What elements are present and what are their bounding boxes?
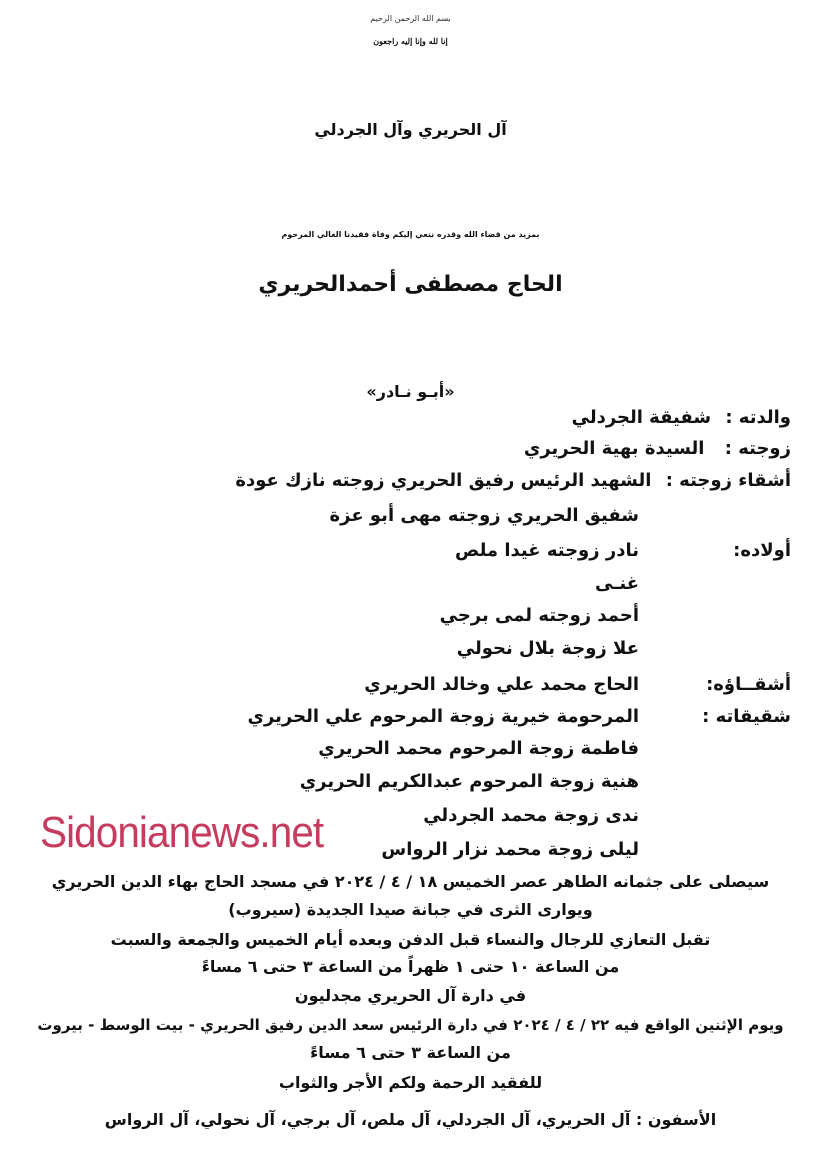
wife-brothers-continuation: شفيق الحريري زوجته مهى أبو عزة — [329, 505, 639, 526]
sister-item: هنية زوجة المرحوم عبدالكريم الحريري — [299, 771, 639, 792]
watermark-text: Sidonianews.net — [40, 808, 324, 857]
monday-hours: من الساعة ٣ حتى ٦ مساءً — [310, 1043, 511, 1062]
mother-row — [572, 407, 791, 428]
wife-brothers-row — [235, 470, 791, 491]
monday-condolences-text: ويوم الإثنين الواقع فيه ٢٢ / ٤ / ٢٠٢٤ في دارة الرئيس سعد الدين رفيق الحريري - بيت الوسط - بيروت — [37, 1016, 784, 1034]
brothers-value: الحاج محمد علي وخالد الحريري — [364, 674, 639, 695]
mourners-list: الأسفون : آل الحريري، آل الجردلي، آل ملص، آل برجي، آل نحولي، آل الرواس — [104, 1110, 717, 1129]
wife-brothers-value: الشهيد الرئيس رفيق الحريري زوجته نازك عودة — [235, 470, 652, 491]
sister-item: فاطمة زوجة المرحوم محمد الحريري — [318, 738, 639, 759]
sister-item: ليلى زوجة محمد نزار الرواس — [381, 839, 639, 860]
wife-brothers-label: أشقاء زوجته : — [665, 470, 791, 491]
mother-label: والدته : — [725, 407, 791, 428]
families-heading: آل الحريري وآل الجردلي — [314, 120, 507, 139]
sister-item: ندى زوجة محمد الجردلي — [423, 805, 639, 826]
child-item: أحمد زوجته لمى برجي — [439, 605, 639, 626]
intro-text: بمزيد من قضاء الله وقدره ننعي إليكم وفاة فقيدنا الغالي المرحوم — [281, 230, 540, 239]
sisters-label: شقيقاته : — [702, 706, 791, 727]
condolences-place: في دارة آل الحريري مجدليون — [294, 986, 527, 1005]
brothers-label: أشقــاؤه: — [706, 674, 791, 695]
deceased-nickname: «أبـو نـادر» — [366, 382, 455, 401]
child-item: غنـى — [594, 573, 639, 594]
deceased-name: الحاج مصطفى أحمدالحريري — [258, 272, 563, 297]
quran-verse: إنا لله وإنا إليه راجعون — [373, 36, 448, 46]
bismillah-text: بسم الله الرحمن الرحيم — [370, 14, 451, 23]
wife-row — [524, 438, 791, 459]
funeral-prayer-text: سيصلى على جثمانه الطاهر عصر الخميس ١٨ / ٤ / ٢٠٢٤ في مسجد الحاج بهاء الدين الحريري — [51, 872, 770, 891]
child-item: علا زوجة بلال نحولي — [456, 638, 639, 659]
sister-item: المرحومة خيرية زوجة المرحوم علي الحريري — [247, 706, 639, 727]
child-item: نادر زوجته غيدا ملص — [455, 540, 639, 561]
children-label: أولاده: — [733, 540, 791, 561]
closing-prayer: للفقيد الرحمة ولكم الأجر والثواب — [278, 1073, 543, 1092]
condolences-hours: من الساعة ١٠ حتى ١ ظهراً من الساعة ٣ حتى ٦ مساءً — [201, 957, 620, 976]
wife-value: السيدة بهية الحريري — [523, 438, 705, 459]
condolences-text: تقبل التعازي للرجال والنساء قبل الدفن وبعده أيام الخميس والجمعة والسبت — [110, 930, 711, 949]
wife-label: زوجته : — [724, 438, 791, 459]
mother-value: شفيقة الجردلي — [571, 407, 712, 428]
burial-text: ويوارى الثرى في جبانة صيدا الجديدة (سيروب) — [228, 900, 593, 919]
